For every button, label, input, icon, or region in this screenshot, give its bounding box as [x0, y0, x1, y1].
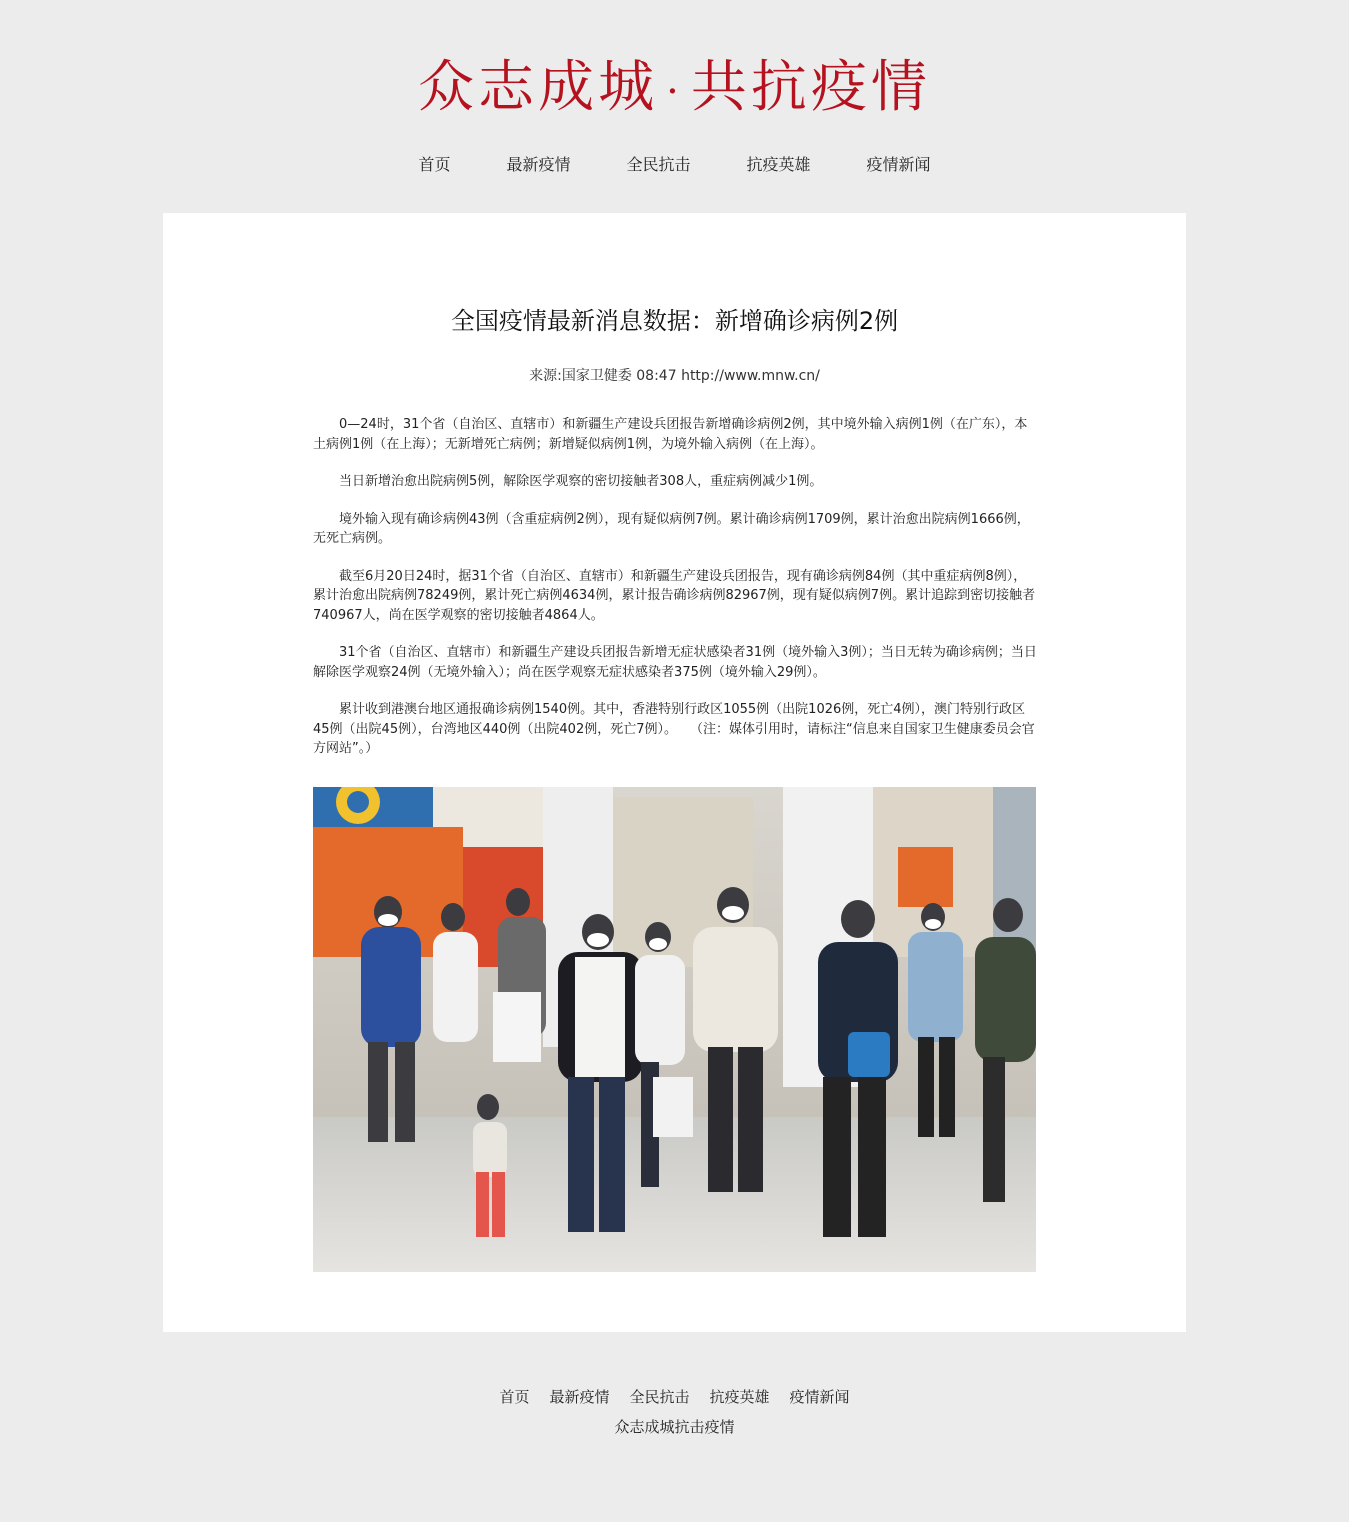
footer-nav-news[interactable]: 疫情新闻: [789, 1388, 850, 1406]
article-paragraph: 截至6月20日24时，据31个省（自治区、直辖市）和新疆生产建设兵团报告，现有确诊病例84例（其中重症病例8例），累计治愈出院病例78249例，累计死亡病例4634例，累计报告确诊病例82967例，现有疑似病例7例。累计追踪到密切接触者740967人，尚在医学观察的密切接触者4864人。: [313, 568, 1036, 623]
footer-nav-latest-epidemic[interactable]: 最新疫情: [549, 1388, 610, 1406]
article-body: [313, 415, 1037, 777]
nav-home[interactable]: 首页: [418, 155, 451, 174]
article-paragraph: 0—24时，31个省（自治区、直辖市）和新疆生产建设兵团报告新增确诊病例2例，其中境外输入病例1例（在广东），本土病例1例（在上海）；无新增死亡病例；新增疑似病例1例，为境外输入病例（在上海）。: [313, 417, 1028, 452]
footer-nav-all-fight[interactable]: 全民抗击: [629, 1388, 690, 1406]
airport-crowd-photo: [313, 787, 1036, 1272]
footer-nav-home[interactable]: 首页: [499, 1388, 530, 1406]
site-banner-title: [0, 48, 1349, 132]
banner-right-text: 共抗疫情: [690, 55, 931, 120]
article-paragraph: 境外输入现有确诊病例43例（含重症病例2例），现有疑似病例7例。累计确诊病例1709例，累计治愈出院病例1666例，无死亡病例。: [313, 511, 1030, 546]
footer-nav: [0, 1386, 1349, 1408]
banner-left-text: 众志成城: [418, 55, 659, 120]
article-meta: 来源:国家卫健委 08:47 http://www.mnw.cn/: [529, 368, 820, 384]
footer-nav-heroes[interactable]: 抗疫英雄: [709, 1388, 770, 1406]
main-nav: [0, 152, 1349, 178]
nav-latest-epidemic[interactable]: 最新疫情: [506, 155, 571, 174]
nav-news[interactable]: 疫情新闻: [866, 155, 931, 174]
footer-slogan: 众志成城抗击疫情: [614, 1418, 735, 1436]
article-paragraph: 31个省（自治区、直辖市）和新疆生产建设兵团报告新增无症状感染者31例（境外输入3例）；当日无转为确诊病例；当日解除医学观察24例（无境外输入）；尚在医学观察无症状感染者375例（境外输入29例）。: [313, 645, 1037, 680]
article-photo: [313, 787, 1036, 1272]
nav-all-fight[interactable]: 全民抗击: [626, 155, 691, 174]
article-paragraph: 累计收到港澳台地区通报确诊病例1540例。其中，香港特别行政区1055例（出院1026例，死亡4例），澳门特别行政区45例（出院45例），台湾地区440例（出院402例，死亡7例）。 （注：媒体引用时，请标注“信息来自国家卫生健康委员会官方网站”。）: [313, 702, 1035, 756]
nav-heroes[interactable]: 抗疫英雄: [746, 155, 811, 174]
article-title: 全国疫情最新消息数据：新增确诊病例2例: [450, 307, 899, 335]
article-card: [163, 213, 1186, 1332]
article-paragraph: 当日新增治愈出院病例5例，解除医学观察的密切接触者308人，重症病例减少1例。: [339, 474, 823, 489]
banner-dot: ·: [666, 68, 683, 115]
